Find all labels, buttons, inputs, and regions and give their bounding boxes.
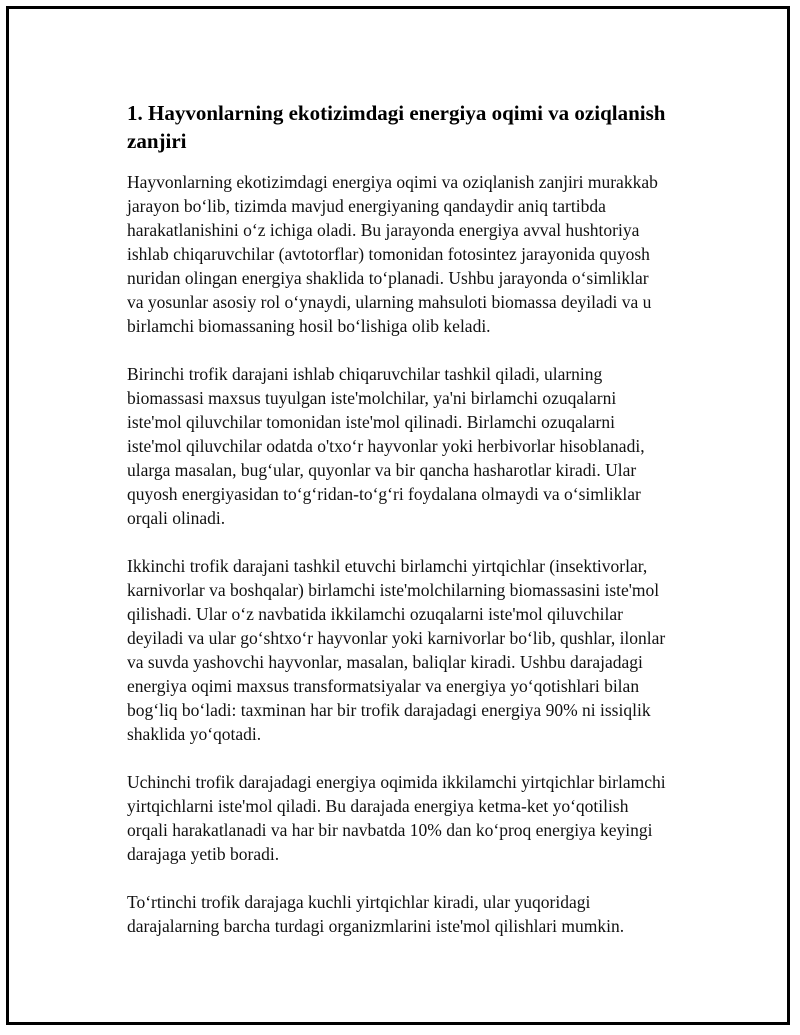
page-frame — [6, 6, 790, 1025]
paragraph-5: To‘rtinchi trofik darajaga kuchli yirtqichlar kiradi, ular yuqoridagi darajalarning barcha turdagi organizmlarini iste'mol qilishlari mumkin. — [127, 892, 625, 936]
document-title: 1. Hayvonlarning ekotizimdagi energiya oqimi va oziqlanish zanjiri — [127, 101, 666, 153]
paragraph-2: Birinchi trofik darajani ishlab chiqaruvchilar tashkil qiladi, ularning biomassasi maxsus tuyulgan iste'molchilar, ya'ni birlamchi ozuqalarni iste'mol qiluvchilar tomonidan iste'mol qilinadi. Birlamchi ozuqalarni iste'mol qiluvchilar odatda o'txo‘r hayvonlar yoki herbivorlar hisoblanadi, ularga masalan, bug‘ular, quyonlar va bir qancha hasharotlar kiradi. Ular quyosh energiyasidan to‘g‘ridan-to‘g‘ri foydalana olmaydi va o‘simliklar orqali olinadi. — [127, 364, 645, 528]
paragraph-4: Uchinchi trofik darajadagi energiya oqimida ikkilamchi yirtqichlar birlamchi yirtqichlarni iste'mol qiladi. Bu darajada energiya ketma-ket yo‘qotilish orqali harakatlanadi va har bir navbatda 10% dan ko‘proq energiya keyingi darajaga yetib boradi. — [127, 772, 666, 864]
paragraph-1: Hayvonlarning ekotizimdagi energiya oqimi va oziqlanish zanjiri murakkab jarayon bo‘lib, tizimda mavjud energiyaning qandaydir aniq tartibda harakatlanishini o‘z ichiga oladi. Bu jarayonda energiya avval hushtoriya ishlab chiqaruvchilar (avtotorflar) tomonidan fotosintez jarayonida quyosh nuridan olingan energiya shaklida to‘planadi. Ushbu jarayonda o‘simliklar va yosunlar asosiy rol o‘ynaydi, ularning mahsuloti biomassa deyiladi va u birlamchi biomassaning hosil bo‘lishiga olib keladi. — [127, 172, 658, 336]
document-body — [127, 99, 697, 962]
paragraph-3: Ikkinchi trofik darajani tashkil etuvchi birlamchi yirtqichlar (insektivorlar, karnivorlar va boshqalar) birlamchi iste'molchilarning biomassasini iste'mol qilishadi. Ular o‘z navbatida ikkilamchi ozuqalarni iste'mol qiluvchilar deyiladi va ular go‘shtxo‘r hayvonlar yoki karnivorlar bo‘lib, qushlar, ilonlar va suvda yashovchi hayvonlar, masalan, baliqlar kiradi. Ushbu darajadagi energiya oqimi maxsus transformatsiyalar va energiya yo‘qotishlari bilan bog‘liq bo‘ladi: taxminan har bir trofik darajadagi energiya 90% ni issiqlik shaklida yo‘qotadi. — [127, 556, 666, 744]
